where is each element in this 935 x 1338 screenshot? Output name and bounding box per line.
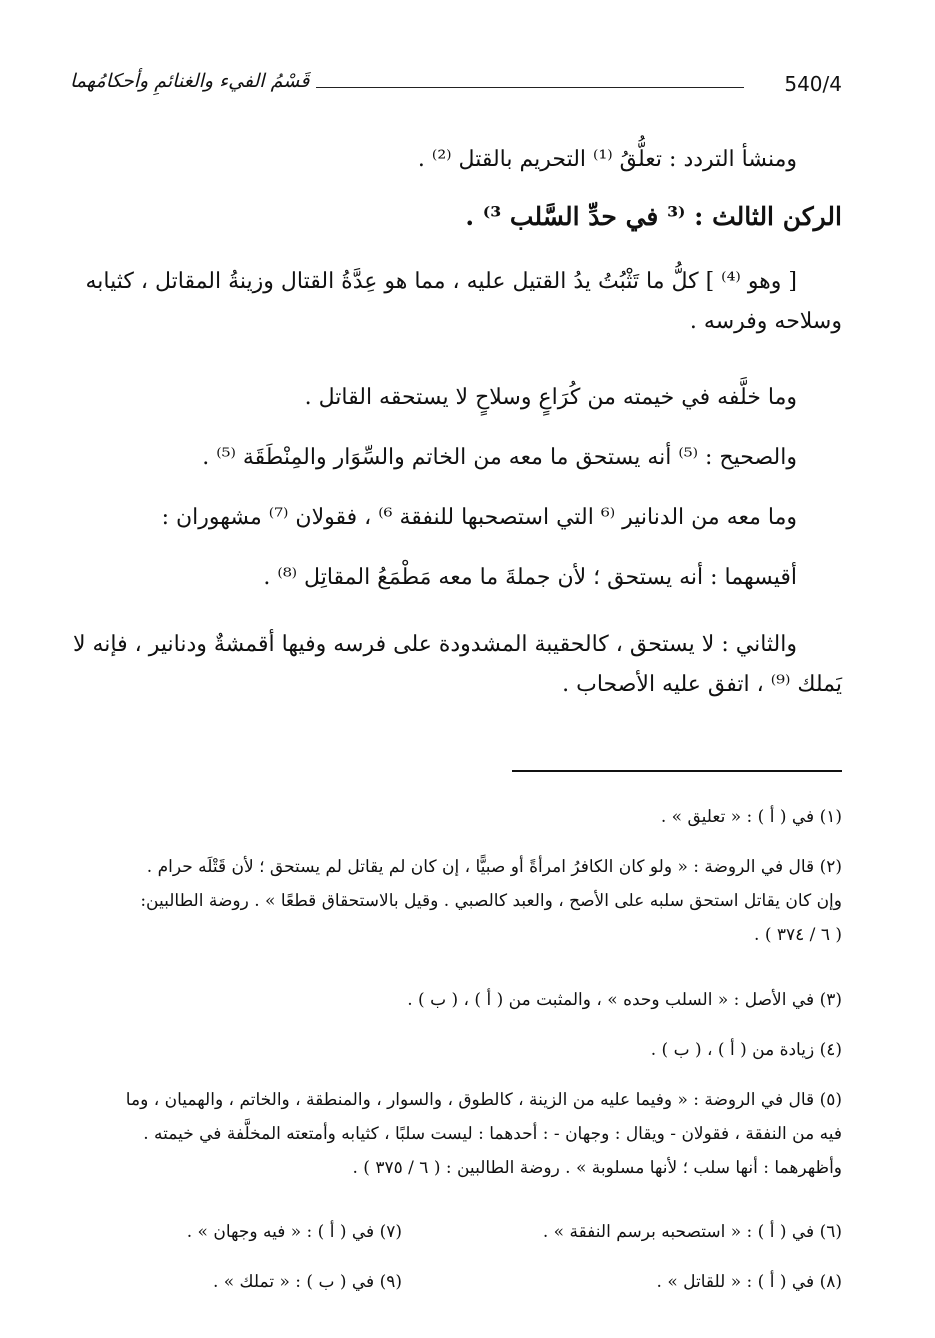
page-number: 540/4 [784,72,842,96]
paragraph-line: وسلاحه وفرسه . [689,309,842,334]
paragraph-tent-items: وما خلَّفه في خيمته من كُرَاعٍ وسلاحٍ لا يستحقه القاتل . [304,385,797,410]
paragraph-correct-view: والصحيح : ⁽⁵⁾ أنه يستحق ما معه من الخاتم والسِّوَار والمِنْطَقَة ⁽⁵⁾ . [202,445,797,470]
footnote-8: (٨) في ( أ ) : « للقاتل » . [656,1272,842,1292]
footnote-line: ( ٦ / ٣٧٤ ) . [754,925,842,945]
footnote-line: وأظهرهما : أنها سلب ؛ لأنها مسلوبة » . روضة الطالبين : ( ٦ / ٣٧٥ ) . [352,1158,842,1178]
footnote-3: (٣) في الأصل : « السلب وحده » ، والمثبت من ( أ ) ، ( ب ) . [407,990,842,1010]
paragraph-second-opinion [70,625,842,705]
paragraph-line: والثاني : لا يستحق ، كالحقيبة المشدودة على فرسه وفيها أقمشةٌ ودنانير ، فإنه لا [72,632,797,657]
footnote-line: (٢) قال في الروضة : « ولو كان الكافرُ امرأةً أو صبيًّا ، إن كان لم يقاتل لم يستحق ؛ لأن قَتْلَه حرام . [146,857,842,877]
footnote-line: (٥) قال في الروضة : « وفيما عليه من الزينة ، كالطوق ، والسوار ، والمنطقة ، والخاتم ، والهميان ، وما [125,1090,842,1110]
paragraph-first-opinion: أقيسهما : أنه يستحق ؛ لأن جملةَ ما معه مَطْمَعُ المقاتِل ⁽⁸⁾ . [263,565,797,590]
footnote-9: (٩) في ( ب ) : « تملك » . [212,1272,402,1292]
header-rule [316,87,744,88]
paragraph-definition [70,262,842,342]
paragraph-dinars: وما معه من الدنانير ⁽⁶ التي استصحبها للنفقة ⁶⁾ ، فقولان ⁽⁷⁾ مشهوران : [161,505,797,530]
running-title: قَسْمُ الفيء والغنائمِ وأحكامُهما [70,70,310,92]
footnote-line: وإن كان يقاتل استحق سلبه على الأصح ، والعبد كالصبي . وقيل بالاستحقاق قطعًا » . روضة الطالبين: [140,891,842,911]
footnote-2 [140,850,842,952]
page-header [70,70,842,110]
footnote-1: (١) في ( أ ) : « تعليق » . [660,807,842,827]
footnote-4: (٤) زيادة من ( أ ) ، ( ب ) . [650,1040,842,1060]
section-heading: الركن الثالث : ⁽³ في حدِّ السَّلب ³⁾ . [465,202,842,231]
footnote-6: (٦) في ( أ ) : « استصحبه برسم النفقة » . [542,1222,842,1242]
paragraph-line: يَملك ⁽⁹⁾ ، اتفق عليه الأصحاب . [562,672,842,697]
footnote-separator [512,770,842,772]
footnote-7: (٧) في ( أ ) : « فيه وجهان » . [186,1222,402,1242]
paragraph-line: [ وهو ⁽⁴⁾ ] كلُّ ما تَثْبُتُ يدُ القتيل عليه ، مما هو عِدَّةُ القتال وزينةُ المقاتل ، كثيابه [85,269,797,294]
paragraph-origin-of-hesitation: ومنشأ التردد : تعلُّقُ ⁽¹⁾ التحريم بالقتل ⁽²⁾ . [417,147,797,172]
footnote-line: فيه من النفقة ، فقولان - ويقال : وجهان - : أحدهما : ليست سلبًا ، كثيابه وأمتعته المخلَّفة في خيمته . [143,1124,842,1144]
footnote-5 [126,1083,842,1185]
